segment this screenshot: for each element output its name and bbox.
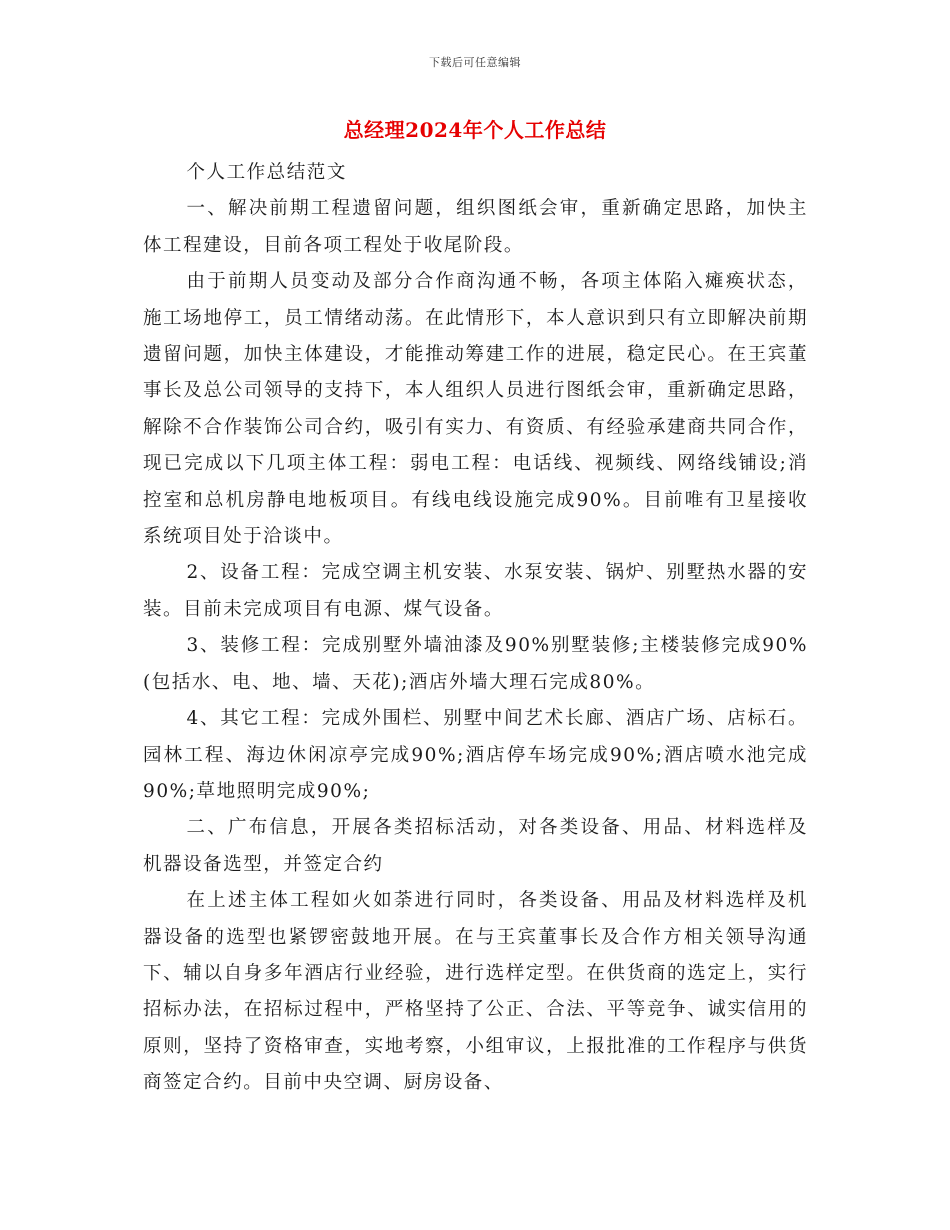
paragraph-section-1-heading: 一、解决前期工程遗留问题，组织图纸会审，重新确定思路，加快主体工程建设，目前各项工程处于收尾阶段。 <box>143 198 808 256</box>
paragraph-other-works: 4、其它工程：完成外围栏、别墅中间艺术长廊、酒店广场、店标石。园林工程、海边休闲凉亭完成90%;酒店停车场完成90%;酒店喷水池完成90%;草地照明完成90%; <box>143 708 808 802</box>
document-body <box>143 155 808 1102</box>
paragraph-equipment-works: 2、设备工程：完成空调主机安装、水泵安装、锅炉、别墅热水器的安装。目前未完成项目有电源、煤气设备。 <box>143 562 808 620</box>
paragraph-decoration-works: 3、装修工程：完成别墅外墙油漆及90%别墅装修;主楼装修完成90%(包括水、电、地、墙、天花);酒店外墙大理石完成80%。 <box>143 635 808 693</box>
paragraph-section-2-heading: 二、广布信息，开展各类招标活动，对各类设备、用品、材料选样及机器设备选型，并签定合约 <box>143 817 808 875</box>
paragraph-background: 由于前期人员变动及部分合作商沟通不畅，各项主体陷入瘫痪状态，施工场地停工，员工情绪动荡。在此情形下，本人意识到只有立即解决前期遗留问题，加快主体建设，才能推动筹建工作的进展，稳定民心。在王宾董事长及总公司领导的支持下，本人组织人员进行图纸会审，重新确定思路，解除不合作装饰公司合约，吸引有实力、有资质、有经验承建商共同合作，现已完成以下几项主体工程：弱电工程：电话线、视频线、网络线铺设;消控室和总机房静电地板项目。有线电线设施完成90%。目前唯有卫星接收系统项目处于洽谈中。 <box>143 271 808 548</box>
paragraph-procurement: 在上述主体工程如火如荼进行同时，各类设备、用品及材料选样及机器设备的选型也紧锣密鼓地开展。在与王宾董事长及合作方相关领导沟通下、辅以自身多年酒店行业经验，进行选样定型。在供货商的选定上，实行招标办法，在招标过程中，严格坚持了公正、合法、平等竞争、诚实信用的原则，坚持了资格审查，实地考察，小组审议，上报批准的工作程序与供货商签定合约。目前中央空调、厨房设备、 <box>143 890 808 1094</box>
header-note: 下载后可任意编辑 <box>429 56 521 69</box>
paragraph-subtitle: 个人工作总结范文 <box>186 162 347 183</box>
document-title: 总经理2024年个人工作总结 <box>343 118 607 142</box>
